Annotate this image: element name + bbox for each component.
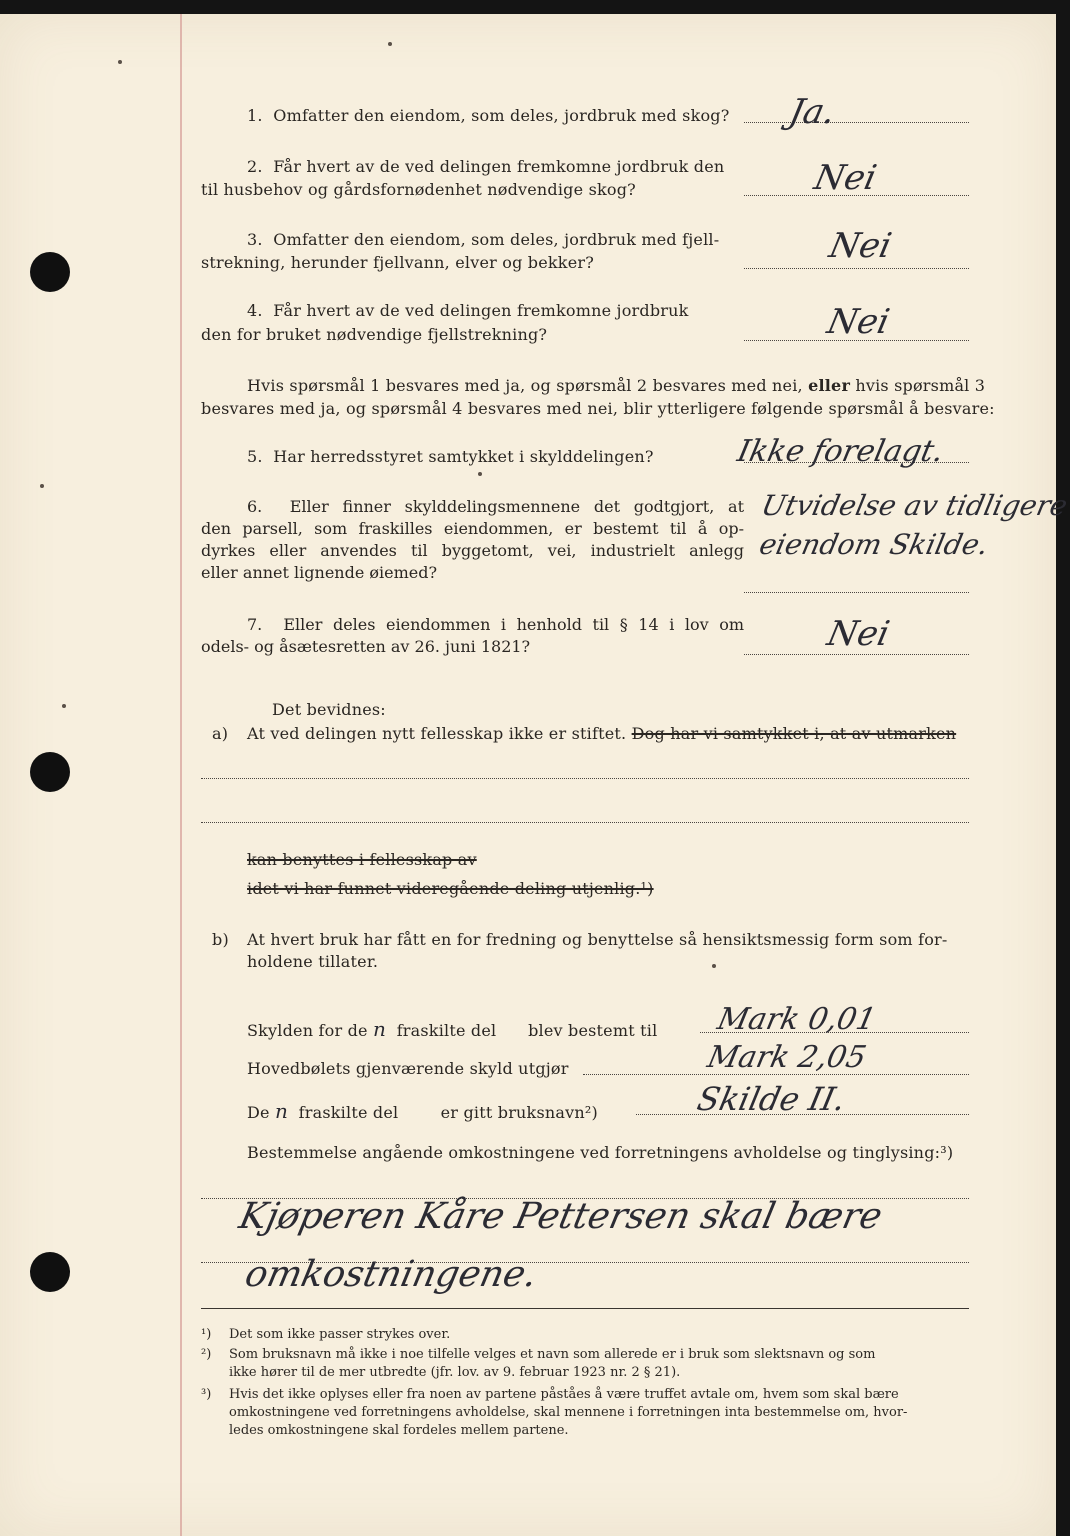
answer-6-line1: Utvidelse av tidligere	[758, 489, 1070, 522]
speck	[388, 42, 392, 46]
footnote-3: Hvis det ikke oplyses eller fra noen av partene påståes å være truffet avtale om, hvem som skal bære omkostningene ved forretningens avholdelse, skal mennene i forretningen inta bestemmelse om, hvor- ledes omkostningene skal fordeles mellem partene.	[229, 1387, 908, 1438]
answer-line	[744, 268, 969, 269]
question-5: 5. Har herredsstyret samtykket i skylddelingen?	[247, 447, 654, 466]
blank-line	[201, 822, 969, 823]
answer-line	[744, 592, 969, 593]
certify-b-line1: At hvert bruk har fått en for fredning og benyttelse så hensiktsmessig form som for-	[247, 930, 948, 949]
question-3-line2: strekning, herunder fjellvann, elver og bekker?	[201, 253, 595, 272]
answer-6-line2: eiendom Skilde.	[756, 528, 992, 561]
question-4-line1: 4. Får hvert av de ved delingen fremkomne jordbruk	[247, 301, 689, 320]
answer-line	[744, 122, 969, 123]
speck	[118, 60, 122, 64]
skylden-answer: Mark 0,01	[714, 1002, 880, 1037]
answer-1: Ja.	[785, 92, 839, 132]
struck-line: kan benyttes i fellesskap av	[247, 850, 477, 869]
certify-b-label: b)	[212, 930, 229, 949]
footnote-2-mark: ²)	[201, 1347, 212, 1362]
bruksnavn-label: De n fraskilte del er gitt bruksnavn²)	[247, 1099, 598, 1123]
question-7: 7. Eller deles eiendommen i henhold til § 14 i lov om odels- og åsætesretten av 26. juni 1821?	[201, 615, 744, 656]
footnote-3-mark: ³)	[201, 1387, 212, 1402]
cost-line-1: Kjøperen Kåre Pettersen skal bære	[235, 1196, 886, 1237]
answer-line	[744, 654, 969, 655]
punch-hole	[30, 252, 70, 292]
skylden-label: Skylden for de n fraskilte del blev bestemt til	[247, 1017, 658, 1041]
blank-line	[201, 778, 969, 779]
answer-3: Nei	[825, 226, 896, 266]
question-3-line1: 3. Omfatter den eiendom, som deles, jordbruk med fjell-	[247, 230, 720, 249]
question-6: 6. Eller finner skylddelingsmennene det godtgjort, at den parsell, som fraskilles eiendommen, er bestemt til å op- dyrkes eller anvendes til byggetomt, vei, industrielt anlegg eller annet lignende øiemed?	[201, 497, 745, 582]
footnote-1: Det som ikke passer strykes over.	[229, 1327, 451, 1342]
punch-hole	[30, 1252, 70, 1292]
certify-b-line2: holdene tillater.	[247, 952, 379, 971]
footnote-1-mark: ¹)	[201, 1327, 212, 1342]
question-2-line1: 2. Får hvert av de ved delingen fremkomne jordbruk den	[247, 157, 725, 176]
question-1: 1. Omfatter den eiendom, som deles, jordbruk med skog?	[247, 106, 730, 125]
document-page	[0, 14, 1070, 1536]
hovedbol-label: Hovedbølets gjenværende skyld utgjør	[247, 1059, 569, 1078]
answer-7: Nei	[823, 614, 894, 654]
cost-line-2: omkostningene.	[241, 1254, 541, 1295]
instruction-line1: Hvis spørsmål 1 besvares med ja, og spørsmål 2 besvares med nei, eller hvis spørsmål 3	[247, 376, 986, 395]
footnote-2: Som bruksnavn må ikke i noe tilfelle velges et navn som allerede er i bruk som slektsnavn og som ikke hører til de mer utbredte (jfr. lov. av 9. februar 1923 nr. 2 § 21).	[229, 1347, 876, 1380]
speck	[40, 484, 44, 488]
punch-hole	[30, 752, 70, 792]
speck	[478, 472, 482, 476]
struck-line: idet vi har funnet videregående deling utjenlig.¹)	[247, 879, 654, 898]
certify-a-text: At ved delingen nytt fellesskap ikke er stiftet. Dog har vi samtykket i, at av utmarken	[247, 724, 957, 743]
bestemmelse-label: Bestemmelse angående omkostningene ved forretningens avholdelse og tinglysing:³)	[247, 1143, 954, 1162]
speck	[62, 704, 66, 708]
answer-4: Nei	[823, 302, 894, 342]
speck	[712, 964, 716, 968]
instruction-line2: besvares med ja, og spørsmål 4 besvares med nei, blir ytterligere følgende spørsmål å besvare:	[201, 399, 995, 418]
margin-line	[180, 14, 182, 1536]
certify-a-label: a)	[212, 724, 229, 743]
answer-2: Nei	[810, 158, 881, 198]
bruksnavn-answer: Skilde II.	[693, 1080, 849, 1118]
question-2-line2: til husbehov og gårdsfornødenhet nødvendige skog?	[201, 180, 636, 199]
certify-heading: Det bevidnes:	[272, 700, 386, 719]
hovedbol-answer: Mark 2,05	[704, 1040, 870, 1075]
question-4-line2: den for bruket nødvendige fjellstrekning?	[201, 325, 548, 344]
answer-5: Ikke forelagt.	[734, 434, 947, 469]
footnote-rule	[201, 1308, 969, 1309]
